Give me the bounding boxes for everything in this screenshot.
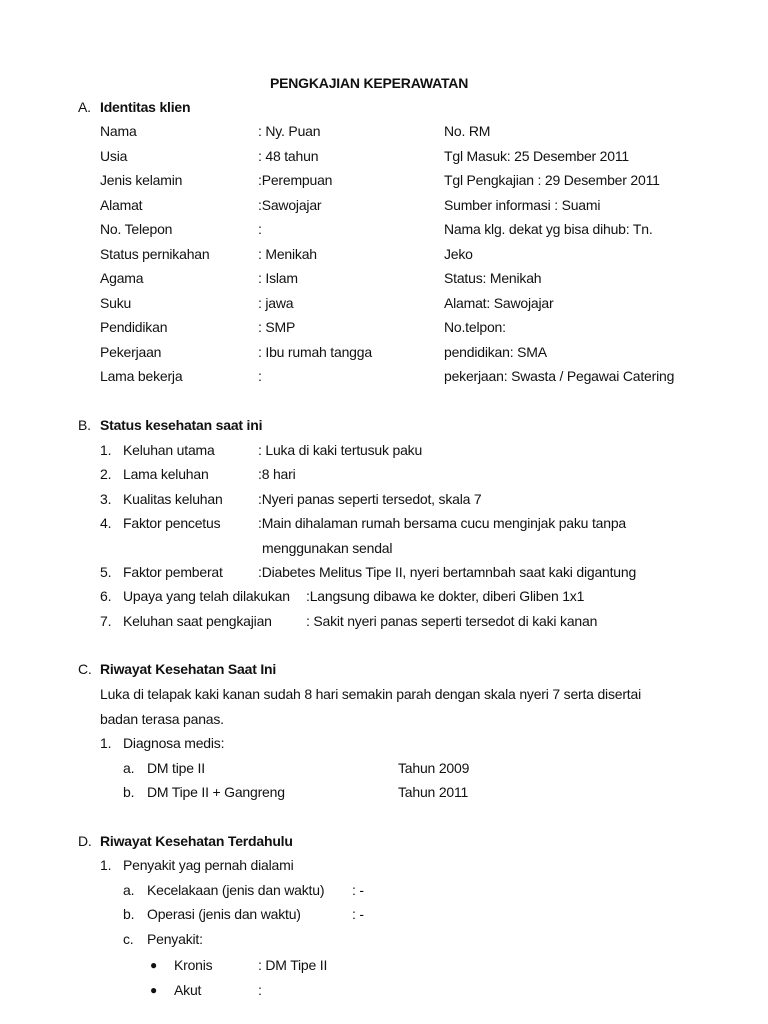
right-field: No. RM: [444, 123, 491, 139]
section-a-letter: A.: [78, 99, 91, 115]
field-value: : Islam: [258, 270, 298, 286]
field-label: Usia: [100, 147, 128, 164]
section-b-heading: Status kesehatan saat ini: [100, 417, 263, 433]
disease-value: : DM Tipe II: [258, 957, 328, 973]
field-value: : Menikah: [258, 245, 317, 262]
field-value: : Ny. Puan: [258, 123, 321, 139]
item-number: 3.: [100, 491, 112, 507]
item-value: :Langsung dibawa ke dokter, diberi Gliben 1x1: [306, 588, 585, 604]
field-value: : SMP: [258, 319, 296, 335]
dx-name: DM tipe II: [147, 760, 205, 776]
field-label: Lama bekerja: [100, 368, 183, 384]
right-field: Tgl Pengkajian : 29 Desember 2011: [444, 172, 660, 188]
field-label: Status pernikahan: [100, 245, 210, 262]
item-number: 4.: [100, 515, 112, 531]
item-value: :8 hari: [258, 466, 296, 482]
field-value: :Sawojajar: [258, 196, 322, 213]
field-label: Pekerjaan: [100, 343, 162, 360]
section-d-num: 1.: [100, 857, 112, 873]
history-label: Penyakit:: [147, 931, 203, 947]
field-label: Nama: [100, 123, 137, 139]
history-letter: c.: [123, 931, 134, 947]
field-label: Pendidikan: [100, 319, 168, 335]
item-value: :Diabetes Melitus Tipe II, nyeri bertamnbah saat kaki digantung: [258, 564, 637, 580]
item-label: Faktor pemberat: [123, 564, 223, 580]
item-value: :Main dihalaman rumah bersama cucu menginjak paku tanpa: [258, 515, 626, 531]
field-value: :: [258, 368, 262, 384]
item-value-cont: menggunakan sendal: [262, 539, 393, 556]
disease-label: Kronis: [174, 957, 213, 973]
disease-value: :: [258, 982, 262, 998]
right-field: Jeko: [444, 245, 473, 262]
field-label: Agama: [100, 270, 144, 286]
section-c-paragraph-cont: badan terasa panas.: [100, 711, 224, 727]
section-a-heading: Identitas klien: [100, 99, 191, 115]
dx-name: DM Tipe II + Gangreng: [147, 784, 285, 800]
right-field: Sumber informasi : Suami: [444, 196, 601, 213]
section-b-letter: B.: [78, 417, 91, 433]
field-value: :Perempuan: [258, 172, 333, 188]
right-field: Nama klg. dekat yg bisa dihub: Tn.: [444, 221, 653, 237]
section-d-sub: Penyakit yag pernah dialami: [123, 857, 294, 873]
section-c-paragraph: Luka di telapak kaki kanan sudah 8 hari semakin parah dengan skala nyeri 7 serta disertai: [100, 686, 641, 702]
field-value: :: [258, 221, 262, 237]
section-c-letter: C.: [78, 661, 92, 677]
section-d-heading: Riwayat Kesehatan Terdahulu: [100, 833, 293, 849]
right-field: No.telpon:: [444, 319, 506, 335]
item-number: 7.: [100, 613, 112, 629]
item-value: : Sakit nyeri panas seperti tersedot di kaki kanan: [306, 613, 598, 629]
field-label: Jenis kelamin: [100, 172, 183, 188]
right-field: Alamat: Sawojajar: [444, 294, 554, 311]
history-letter: a.: [123, 882, 135, 898]
item-number: 6.: [100, 588, 112, 604]
section-c-num: 1.: [100, 735, 112, 751]
field-value: : jawa: [258, 294, 294, 311]
section-d-letter: D.: [78, 833, 92, 849]
item-value: :Nyeri panas seperti tersedot, skala 7: [258, 491, 482, 507]
right-field: Tgl Masuk: 25 Desember 2011: [444, 147, 629, 164]
section-c-sub: Diagnosa medis:: [123, 735, 225, 751]
bullet-icon: ●: [150, 958, 158, 972]
field-value: : Ibu rumah tangga: [258, 343, 372, 360]
right-field: pendidikan: SMA: [444, 343, 547, 360]
history-label: Operasi (jenis dan waktu): [147, 906, 301, 922]
item-label: Kualitas keluhan: [123, 491, 223, 507]
history-label: Kecelakaan (jenis dan waktu): [147, 882, 325, 898]
disease-label: Akut: [174, 982, 202, 998]
item-label: Lama keluhan: [123, 466, 209, 482]
field-label: Alamat: [100, 196, 143, 213]
item-value: : Luka di kaki tertusuk paku: [258, 442, 423, 458]
bullet-icon: ●: [150, 983, 158, 997]
item-label: Upaya yang telah dilakukan: [123, 588, 290, 604]
item-label: Keluhan utama: [123, 442, 215, 458]
history-letter: b.: [123, 906, 135, 922]
item-number: 2.: [100, 466, 112, 482]
dx-letter: b.: [123, 784, 135, 800]
field-value: : 48 tahun: [258, 147, 319, 164]
item-number: 1.: [100, 442, 112, 458]
dx-year: Tahun 2011: [398, 784, 469, 800]
history-value: : -: [352, 882, 364, 898]
field-label: Suku: [100, 294, 132, 311]
item-label: Faktor pencetus: [123, 515, 221, 531]
item-number: 5.: [100, 564, 112, 580]
section-c-heading: Riwayat Kesehatan Saat Ini: [100, 661, 277, 677]
document-title: PENGKAJIAN KEPERAWATAN: [270, 75, 469, 91]
right-field: Status: Menikah: [444, 270, 542, 286]
field-label: No. Telepon: [100, 221, 173, 237]
right-field: pekerjaan: Swasta / Pegawai Catering: [444, 368, 675, 384]
history-value: : -: [352, 906, 364, 922]
item-label: Keluhan saat pengkajian: [123, 613, 272, 629]
dx-year: Tahun 2009: [398, 760, 470, 776]
dx-letter: a.: [123, 760, 135, 776]
